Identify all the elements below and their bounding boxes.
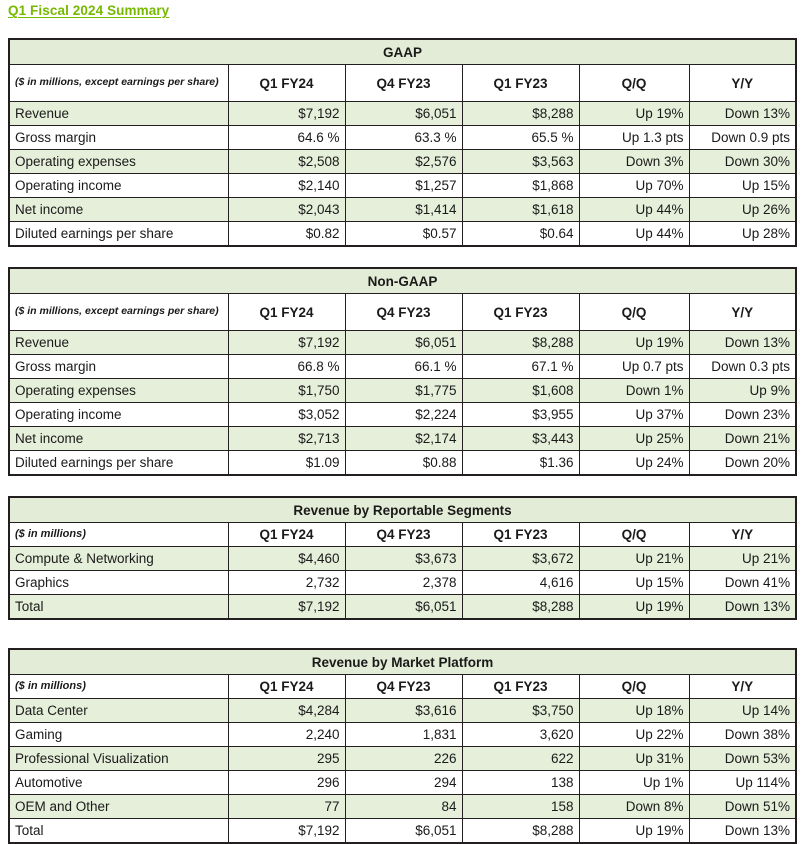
cell-q1fy24: $0.82 xyxy=(228,222,345,247)
revenue-by-reportable-segments-table xyxy=(8,496,797,620)
column-header-q4fy23: Q4 FY23 xyxy=(345,675,462,699)
cell-q4fy23: $6,051 xyxy=(345,819,462,844)
row-label: Diluted earnings per share xyxy=(9,451,228,476)
cell-qq: Up 19% xyxy=(579,595,689,620)
cell-q4fy23: 294 xyxy=(345,771,462,795)
row-label: Net income xyxy=(9,198,228,222)
cell-yy: Up 15% xyxy=(689,174,796,198)
cell-q1fy24: $1,750 xyxy=(228,379,345,403)
cell-qq: Up 0.7 pts xyxy=(579,355,689,379)
spacer-gaap-nongaap xyxy=(8,247,794,267)
non-gaap-table-body xyxy=(9,268,796,475)
cell-q4fy23: 63.3 % xyxy=(345,126,462,150)
row-label: Compute & Networking xyxy=(9,547,228,571)
cell-yy: Down 13% xyxy=(689,102,796,126)
cell-qq: Up 25% xyxy=(579,427,689,451)
cell-qq: Up 31% xyxy=(579,747,689,771)
table-row xyxy=(9,723,796,747)
cell-q4fy23: $2,576 xyxy=(345,150,462,174)
cell-q1fy23: 158 xyxy=(462,795,579,819)
column-header-qq: Q/Q xyxy=(579,65,689,102)
market-platform-table-body xyxy=(9,649,796,843)
row-label: Gross margin xyxy=(9,126,228,150)
unit-label: ($ in millions) xyxy=(9,675,228,699)
table-row-total xyxy=(9,595,796,620)
table-row xyxy=(9,795,796,819)
cell-yy: Down 41% xyxy=(689,571,796,595)
cell-qq: Up 19% xyxy=(579,102,689,126)
cell-q4fy23: $3,673 xyxy=(345,547,462,571)
cell-q1fy23: $8,288 xyxy=(462,102,579,126)
cell-yy: Down 13% xyxy=(689,331,796,355)
cell-qq: Up 18% xyxy=(579,699,689,723)
cell-q4fy23: $2,174 xyxy=(345,427,462,451)
table-row xyxy=(9,571,796,595)
cell-yy: Up 9% xyxy=(689,379,796,403)
cell-yy: Up 21% xyxy=(689,547,796,571)
cell-q1fy24: $2,713 xyxy=(228,427,345,451)
cell-q1fy24: $7,192 xyxy=(228,102,345,126)
cell-q1fy23: $1.36 xyxy=(462,451,579,476)
cell-yy: Up 28% xyxy=(689,222,796,247)
cell-q4fy23: 84 xyxy=(345,795,462,819)
table-row xyxy=(9,747,796,771)
row-label: Gross margin xyxy=(9,355,228,379)
cell-yy: Down 13% xyxy=(689,595,796,620)
table-band-row xyxy=(9,649,796,675)
table-band-row xyxy=(9,268,796,294)
cell-q1fy23: $1,618 xyxy=(462,198,579,222)
cell-q1fy23: 65.5 % xyxy=(462,126,579,150)
spacer-nongaap-segments xyxy=(8,476,794,496)
cell-q1fy23: $8,288 xyxy=(462,595,579,620)
table-row-total xyxy=(9,819,796,844)
cell-q4fy23: $1,414 xyxy=(345,198,462,222)
cell-q1fy24: 296 xyxy=(228,771,345,795)
cell-q4fy23: $2,224 xyxy=(345,403,462,427)
cell-q1fy23: 67.1 % xyxy=(462,355,579,379)
cell-q1fy24: $1.09 xyxy=(228,451,345,476)
cell-qq: Up 24% xyxy=(579,451,689,476)
cell-q1fy23: 4,616 xyxy=(462,571,579,595)
unit-label: ($ in millions, except earnings per share) xyxy=(9,294,228,331)
cell-q1fy24: 2,732 xyxy=(228,571,345,595)
table-band-row xyxy=(9,497,796,523)
cell-yy: Down 51% xyxy=(689,795,796,819)
cell-yy: Down 0.9 pts xyxy=(689,126,796,150)
cell-yy: Down 23% xyxy=(689,403,796,427)
row-label: Professional Visualization xyxy=(9,747,228,771)
cell-q4fy23: $3,616 xyxy=(345,699,462,723)
table-row xyxy=(9,331,796,355)
cell-q1fy24: 66.8 % xyxy=(228,355,345,379)
row-label: Operating income xyxy=(9,403,228,427)
cell-q4fy23: 66.1 % xyxy=(345,355,462,379)
cell-q4fy23: $1,257 xyxy=(345,174,462,198)
page-title-link[interactable]: Q1 Fiscal 2024 Summary xyxy=(8,3,170,18)
segments-table-body xyxy=(9,497,796,619)
row-label: Revenue xyxy=(9,331,228,355)
cell-qq: Up 44% xyxy=(579,198,689,222)
cell-qq: Up 1.3 pts xyxy=(579,126,689,150)
table-row xyxy=(9,547,796,571)
table-row xyxy=(9,198,796,222)
row-label: Data Center xyxy=(9,699,228,723)
table-row xyxy=(9,451,796,476)
cell-q1fy23: $3,955 xyxy=(462,403,579,427)
non-gaap-table xyxy=(8,267,797,476)
table-row xyxy=(9,379,796,403)
cell-q4fy23: $1,775 xyxy=(345,379,462,403)
table-row xyxy=(9,403,796,427)
row-label: Operating expenses xyxy=(9,150,228,174)
cell-q1fy23: $1,868 xyxy=(462,174,579,198)
cell-q4fy23: $0.88 xyxy=(345,451,462,476)
column-header-q1fy23: Q1 FY23 xyxy=(462,65,579,102)
cell-yy: Down 38% xyxy=(689,723,796,747)
cell-yy: Down 0.3 pts xyxy=(689,355,796,379)
cell-qq: Up 19% xyxy=(579,331,689,355)
cell-q1fy23: $1,608 xyxy=(462,379,579,403)
cell-q1fy23: $3,443 xyxy=(462,427,579,451)
cell-yy: Down 21% xyxy=(689,427,796,451)
cell-yy: Down 53% xyxy=(689,747,796,771)
cell-q1fy24: $7,192 xyxy=(228,595,345,620)
cell-q1fy24: $2,140 xyxy=(228,174,345,198)
table-header-row xyxy=(9,65,796,102)
row-label: Graphics xyxy=(9,571,228,595)
column-header-q1fy24: Q1 FY24 xyxy=(228,675,345,699)
cell-q4fy23: 2,378 xyxy=(345,571,462,595)
column-header-q4fy23: Q4 FY23 xyxy=(345,523,462,547)
column-header-q1fy23: Q1 FY23 xyxy=(462,294,579,331)
cell-yy: Up 14% xyxy=(689,699,796,723)
column-header-q1fy23: Q1 FY23 xyxy=(462,675,579,699)
row-label: Total xyxy=(9,595,228,620)
cell-qq: Up 44% xyxy=(579,222,689,247)
cell-q1fy23: $8,288 xyxy=(462,331,579,355)
cell-q1fy23: 622 xyxy=(462,747,579,771)
cell-q1fy24: $7,192 xyxy=(228,331,345,355)
cell-q4fy23: 1,831 xyxy=(345,723,462,747)
column-header-yy: Y/Y xyxy=(689,675,796,699)
cell-q1fy23: $8,288 xyxy=(462,819,579,844)
revenue-by-market-platform-table xyxy=(8,648,797,844)
cell-q1fy24: $7,192 xyxy=(228,819,345,844)
cell-qq: Down 8% xyxy=(579,795,689,819)
column-header-q4fy23: Q4 FY23 xyxy=(345,294,462,331)
row-label: Operating income xyxy=(9,174,228,198)
cell-q4fy23: $0.57 xyxy=(345,222,462,247)
cell-q1fy24: $2,043 xyxy=(228,198,345,222)
cell-qq: Up 37% xyxy=(579,403,689,427)
cell-q1fy24: 2,240 xyxy=(228,723,345,747)
column-header-yy: Y/Y xyxy=(689,294,796,331)
column-header-q1fy24: Q1 FY24 xyxy=(228,65,345,102)
table-band-title: Non-GAAP xyxy=(9,268,796,294)
row-label: Gaming xyxy=(9,723,228,747)
column-header-yy: Y/Y xyxy=(689,65,796,102)
table-row xyxy=(9,150,796,174)
table-header-row xyxy=(9,523,796,547)
spacer-segments-platform xyxy=(8,620,794,648)
cell-q1fy23: $3,563 xyxy=(462,150,579,174)
column-header-qq: Q/Q xyxy=(579,523,689,547)
cell-qq: Down 1% xyxy=(579,379,689,403)
table-band-row xyxy=(9,39,796,65)
table-row xyxy=(9,355,796,379)
table-header-row xyxy=(9,675,796,699)
cell-q1fy23: 3,620 xyxy=(462,723,579,747)
table-row xyxy=(9,102,796,126)
cell-q1fy23: $0.64 xyxy=(462,222,579,247)
cell-q1fy24: $4,284 xyxy=(228,699,345,723)
row-label: Revenue xyxy=(9,102,228,126)
cell-q4fy23: $6,051 xyxy=(345,331,462,355)
column-header-qq: Q/Q xyxy=(579,675,689,699)
cell-q1fy24: 64.6 % xyxy=(228,126,345,150)
table-header-row xyxy=(9,294,796,331)
table-row xyxy=(9,427,796,451)
unit-label: ($ in millions) xyxy=(9,523,228,547)
table-row xyxy=(9,222,796,247)
column-header-q1fy23: Q1 FY23 xyxy=(462,523,579,547)
row-label: Diluted earnings per share xyxy=(9,222,228,247)
cell-q1fy23: $3,672 xyxy=(462,547,579,571)
cell-qq: Up 19% xyxy=(579,819,689,844)
cell-yy: Up 114% xyxy=(689,771,796,795)
cell-qq: Down 3% xyxy=(579,150,689,174)
column-header-q1fy24: Q1 FY24 xyxy=(228,294,345,331)
unit-label: ($ in millions, except earnings per share) xyxy=(9,65,228,102)
cell-yy: Down 13% xyxy=(689,819,796,844)
spacer-title xyxy=(8,20,794,38)
table-band-title: GAAP xyxy=(9,39,796,65)
cell-q1fy24: 77 xyxy=(228,795,345,819)
gaap-table xyxy=(8,38,797,247)
cell-q1fy24: 295 xyxy=(228,747,345,771)
row-label: Total xyxy=(9,819,228,844)
cell-yy: Up 26% xyxy=(689,198,796,222)
table-row xyxy=(9,771,796,795)
cell-q1fy23: 138 xyxy=(462,771,579,795)
cell-q1fy24: $3,052 xyxy=(228,403,345,427)
table-band-title: Revenue by Reportable Segments xyxy=(9,497,796,523)
cell-q4fy23: $6,051 xyxy=(345,595,462,620)
cell-q1fy24: $4,460 xyxy=(228,547,345,571)
table-row xyxy=(9,126,796,150)
row-label: Net income xyxy=(9,427,228,451)
cell-q1fy23: $3,750 xyxy=(462,699,579,723)
column-header-q4fy23: Q4 FY23 xyxy=(345,65,462,102)
row-label: OEM and Other xyxy=(9,795,228,819)
cell-qq: Up 15% xyxy=(579,571,689,595)
cell-qq: Up 70% xyxy=(579,174,689,198)
table-band-title: Revenue by Market Platform xyxy=(9,649,796,675)
cell-q1fy24: $2,508 xyxy=(228,150,345,174)
cell-q4fy23: $6,051 xyxy=(345,102,462,126)
cell-qq: Up 22% xyxy=(579,723,689,747)
cell-qq: Up 1% xyxy=(579,771,689,795)
row-label: Automotive xyxy=(9,771,228,795)
column-header-yy: Y/Y xyxy=(689,523,796,547)
column-header-qq: Q/Q xyxy=(579,294,689,331)
table-row xyxy=(9,174,796,198)
table-row xyxy=(9,699,796,723)
row-label: Operating expenses xyxy=(9,379,228,403)
column-header-q1fy24: Q1 FY24 xyxy=(228,523,345,547)
cell-yy: Down 20% xyxy=(689,451,796,476)
cell-qq: Up 21% xyxy=(579,547,689,571)
gaap-table-body xyxy=(9,39,796,246)
cell-yy: Down 30% xyxy=(689,150,796,174)
cell-q4fy23: 226 xyxy=(345,747,462,771)
